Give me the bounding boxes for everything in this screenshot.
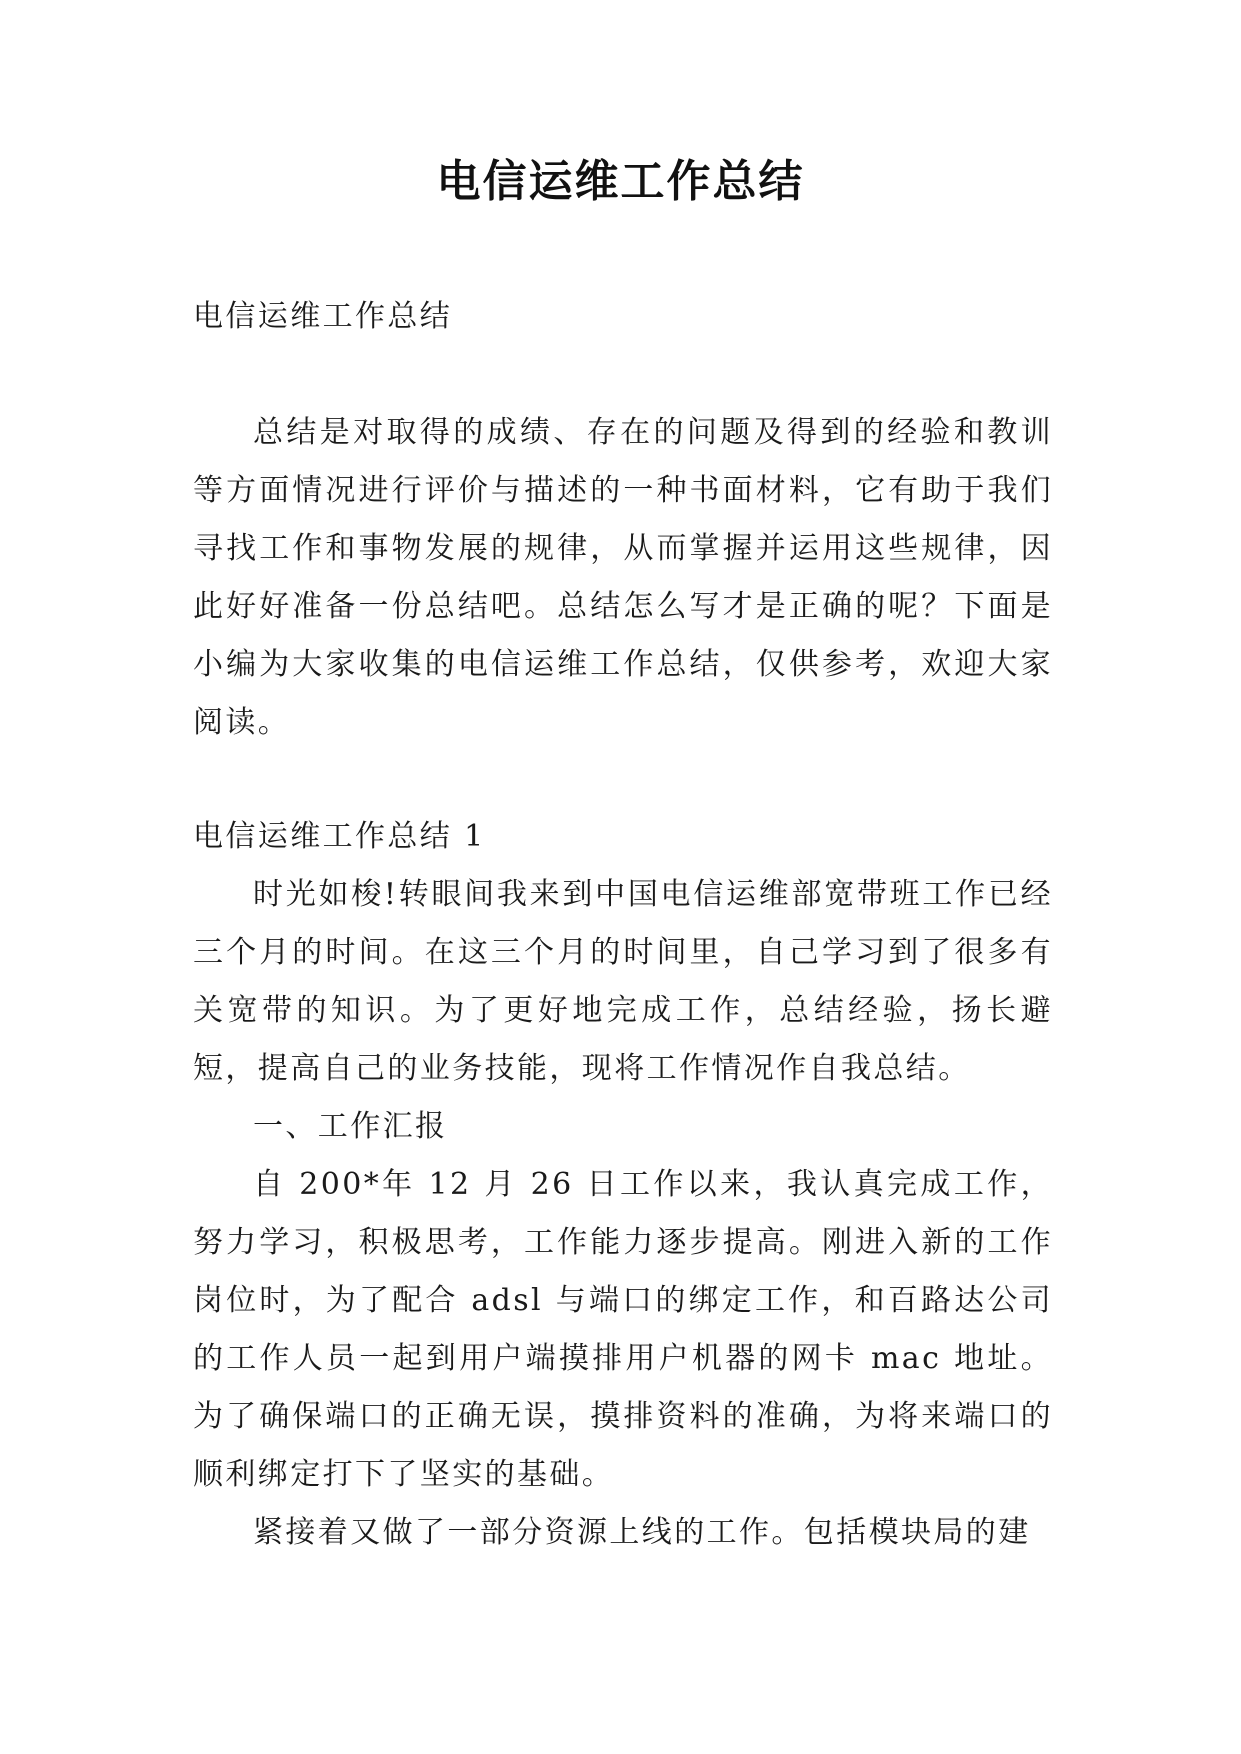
body-paragraph: 紧接着又做了一部分资源上线的工作。包括模块局的建: [253, 1515, 1031, 1550]
document-subtitle: 电信运维工作总结: [193, 299, 453, 334]
body-paragraph: 时光如梭!转眼间我来到中国电信运维部宽带班工作已经三个月的时间。在这三个月的时间里，自己学习到了很多有关宽带的知识。为了更好地完成工作，总结经验，扬长避短，提高自己的业务技能，现将工作情况作自我总结。: [193, 877, 1053, 1086]
section-heading: 电信运维工作总结 1: [193, 819, 486, 854]
intro-paragraph: 总结是对取得的成绩、存在的问题及得到的经验和教训等方面情况进行评价与描述的一种书面材料，它有助于我们寻找工作和事物发展的规律，从而掌握并运用这些规律，因此好好准备一份总结吧。总结怎么写才是正确的呢？下面是小编为大家收集的电信运维工作总结，仅供参考，欢迎大家阅读。: [193, 415, 1053, 740]
document-body: [193, 288, 1053, 1562]
document-title: 电信运维工作总结: [436, 156, 805, 207]
section-subheading: 一、工作汇报: [253, 1109, 448, 1144]
body-paragraph: 自 200*年 12 月 26 日工作以来，我认真完成工作，努力学习，积极思考，工作能力逐步提高。刚进入新的工作岗位时，为了配合 adsl 与端口的绑定工作，和百路达公司的工作人员一起到用户端摸排用户机器的网卡 mac 地址。为了确保端口的正确无误，摸排资料的准确，为将来端口的顺利绑定打下了坚实的基础。: [193, 1167, 1053, 1492]
